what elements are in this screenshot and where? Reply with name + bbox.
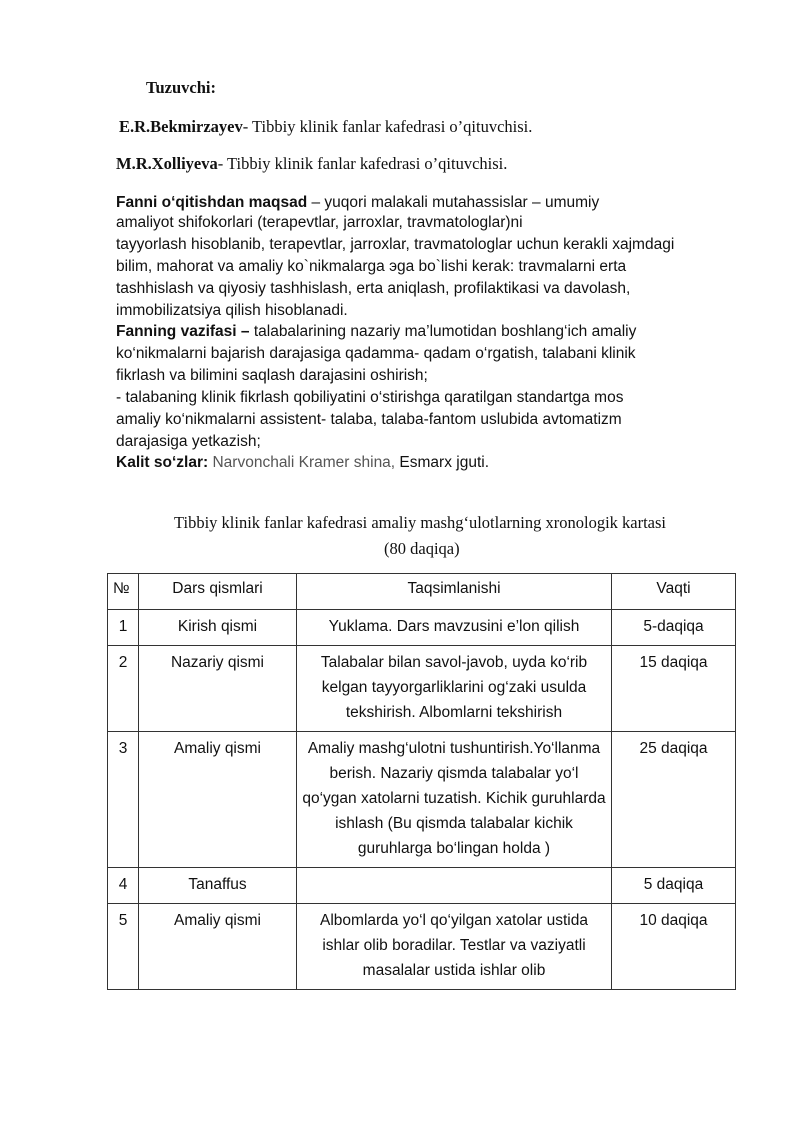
author-1-name: E.R.Bekmirzayev	[119, 117, 243, 136]
header-time: Vaqti	[612, 574, 736, 610]
row-distribution	[297, 868, 612, 904]
task-line-4: - talabaning klinik fikrlash qobiliyatini o‘stirishga qaratilgan standartga mos	[116, 389, 624, 406]
row-number: 1	[108, 610, 139, 646]
row-time: 25 daqiqa	[612, 732, 736, 868]
task-line-6: darajasiga yetkazish;	[116, 433, 261, 450]
row-distribution: Amaliy mashg‘ulotni tushuntirish.Yo‘llanma berish. Nazariy qismda talabalar yo‘l qo‘ygan xatolarni tuzatish. Kichik guruhlarda ishlash (Bu qismda talabalar kichik guruhlarga bo‘lingan holda )	[297, 732, 612, 868]
row-part: Amaliy qismi	[139, 732, 297, 868]
header-distribution: Taqsimlanishi	[297, 574, 612, 610]
goal-line-4: bilim, mahorat va amaliy ko`nikmalarga эga bo`lishi kerak: travmalarni erta	[116, 258, 627, 275]
goal-line-5: tashhislash va qiyosiy tashhislash, erta aniqlash, profilaktikasi va davolash,	[116, 280, 631, 297]
row-part: Tanaffus	[139, 868, 297, 904]
table-row	[108, 868, 736, 904]
goal-label: Fanni o‘qitishdan maqsad	[116, 194, 308, 211]
row-time: 5 daqiqa	[612, 868, 736, 904]
table-row	[108, 610, 736, 646]
row-part: Nazariy qismi	[139, 646, 297, 732]
table-title-line-2: (80 daqiqa)	[384, 539, 460, 558]
author-1	[119, 116, 532, 138]
authors-heading: Tuzuvchi:	[146, 78, 216, 97]
row-time: 5-daqiqa	[612, 610, 736, 646]
row-number: 5	[108, 904, 139, 990]
row-number: 3	[108, 732, 139, 868]
author-1-role: - Tibbiy klinik fanlar kafedrasi o’qituvchisi.	[242, 117, 533, 136]
row-time: 10 daqiqa	[612, 904, 736, 990]
task-line-3: fikrlash va bilimini saqlash darajasini oshirish;	[116, 367, 428, 384]
task-line-2: ko‘nikmalarni bajarish darajasiga qadamma- qadam o‘rgatish, talabani klinik	[116, 345, 636, 362]
row-part: Kirish qismi	[139, 610, 297, 646]
table-row	[108, 904, 736, 990]
header-number: №	[108, 574, 139, 610]
row-part: Amaliy qismi	[139, 904, 297, 990]
row-time: 15 daqiqa	[612, 646, 736, 732]
author-2	[116, 153, 507, 175]
keywords-rest: Esmarx jguti.	[395, 454, 490, 471]
keywords-grey: Narvonchali Kramer shina,	[208, 454, 396, 471]
table-row	[108, 732, 736, 868]
row-distribution: Yuklama. Dars mavzusini e’lon qilish	[297, 610, 612, 646]
goal-line-2: amaliyot shifokorlari (terapevtlar, jarroxlar, travmatologlar)ni	[116, 214, 523, 231]
header-lesson-parts: Dars qismlari	[139, 574, 297, 610]
row-number: 2	[108, 646, 139, 732]
keywords-label: Kalit so‘zlar:	[116, 454, 209, 471]
keywords-line	[116, 454, 489, 472]
row-distribution: Albomlarda yo‘l qo‘yilgan xatolar ustida ishlar olib boradilar. Testlar va vaziyatli masalalar ustida ishlar olib	[297, 904, 612, 990]
goal-line-6: immobilizatsiya qilish hisoblanadi.	[116, 302, 348, 319]
task-line-5: amaliy ko‘nikmalarni assistent- talaba, talaba-fantom uslubida avtomatizm	[116, 411, 622, 428]
table-title-line-1: Tibbiy klinik fanlar kafedrasi amaliy mashg‘ulotlarning xronologik kartasi	[174, 513, 667, 532]
table-header-row	[108, 574, 736, 610]
chronology-table	[107, 573, 736, 990]
task-label: Fanning vazifasi –	[116, 323, 250, 340]
goal-line-3: tayyorlash hisoblanib, terapevtlar, jarroxlar, travmatologlar uchun kerakli xajmdagi	[116, 236, 675, 253]
row-distribution: Talabalar bilan savol-javob, uyda ko‘rib kelgan tayyorgarliklarini og‘zaki usulda tekshirish. Albomlarni tekshirish	[297, 646, 612, 732]
table-row	[108, 646, 736, 732]
row-number: 4	[108, 868, 139, 904]
task-line-1: Fanning vazifasi – talabalarining nazariy ma’lumotidan boshlang‘ich amaliy	[116, 323, 637, 340]
goal-line-1: Fanni o‘qitishdan maqsad – yuqori malakali mutahassislar – umumiy	[116, 194, 600, 211]
author-2-role: - Tibbiy klinik fanlar kafedrasi o’qituvchisi.	[217, 154, 508, 173]
author-2-name: M.R.Xolliyeva	[116, 154, 218, 173]
